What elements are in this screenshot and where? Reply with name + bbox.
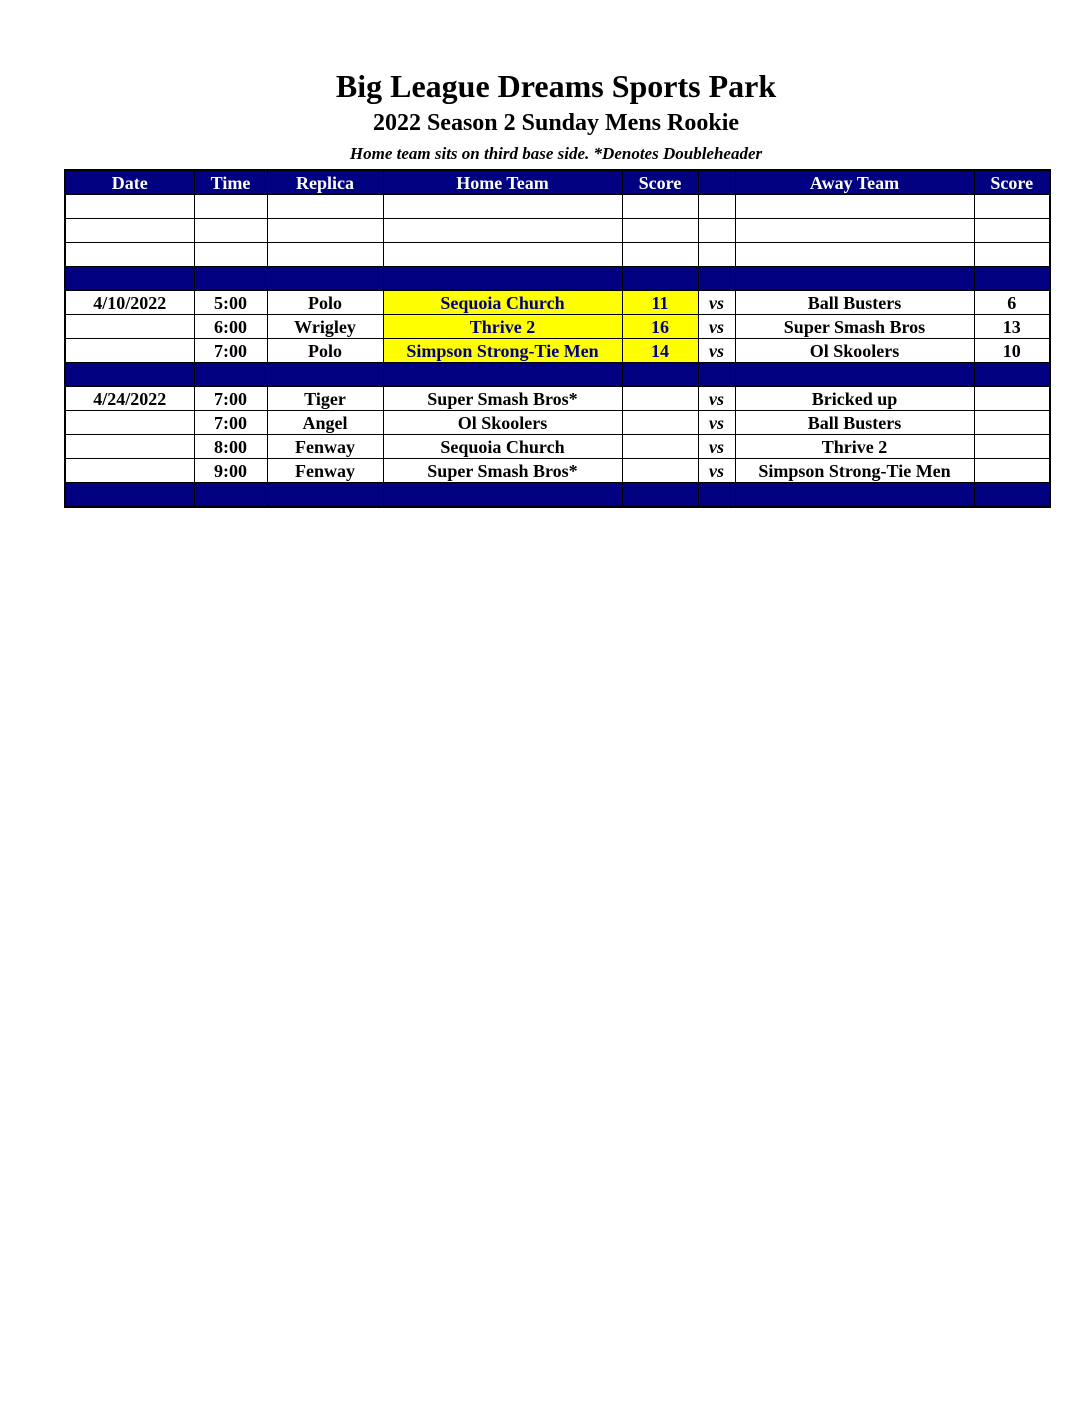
vs-cell: vs <box>698 435 735 459</box>
vs-cell: vs <box>698 315 735 339</box>
separator-row <box>65 267 1050 291</box>
away-score-cell <box>974 363 1050 387</box>
replica-cell: Fenway <box>267 459 383 483</box>
time-cell: 5:00 <box>194 291 267 315</box>
page-subtitle: 2022 Season 2 Sunday Mens Rookie <box>372 110 740 136</box>
home-team-cell <box>383 363 622 387</box>
date-cell: 4/10/2022 <box>65 291 194 315</box>
vs-cell <box>698 483 735 508</box>
col-header-vs <box>698 170 735 195</box>
away-score-cell <box>974 483 1050 508</box>
replica-cell: Fenway <box>267 435 383 459</box>
vs-cell <box>698 195 735 219</box>
home-score-cell <box>622 243 698 267</box>
away-score-cell: 10 <box>974 339 1050 363</box>
replica-cell <box>267 219 383 243</box>
date-cell <box>65 243 194 267</box>
vs-cell: vs <box>698 291 735 315</box>
home-score-cell <box>622 459 698 483</box>
date-cell <box>65 363 194 387</box>
replica-cell <box>267 243 383 267</box>
replica-cell <box>267 195 383 219</box>
vs-cell: vs <box>698 411 735 435</box>
table-header-row <box>65 170 1050 195</box>
home-score-cell <box>622 435 698 459</box>
time-cell <box>194 195 267 219</box>
away-score-cell: 6 <box>974 291 1050 315</box>
col-header-away-team: Away Team <box>735 170 974 195</box>
col-header-replica: Replica <box>267 170 383 195</box>
away-team-cell <box>735 483 974 508</box>
time-cell <box>194 243 267 267</box>
vs-cell: vs <box>698 387 735 411</box>
table-row <box>65 387 1050 411</box>
date-cell <box>65 483 194 508</box>
home-team-cell: Super Smash Bros* <box>383 459 622 483</box>
separator-row <box>65 363 1050 387</box>
home-score-cell <box>622 219 698 243</box>
home-score-cell <box>622 363 698 387</box>
table-row <box>65 411 1050 435</box>
home-team-cell: Super Smash Bros* <box>383 387 622 411</box>
separator-row <box>65 483 1050 508</box>
page-title: Big League Dreams Sports Park <box>335 68 777 104</box>
away-score-cell <box>974 435 1050 459</box>
away-team-cell <box>735 267 974 291</box>
home-team-cell <box>383 195 622 219</box>
home-team-cell <box>383 483 622 508</box>
away-score-cell <box>974 387 1050 411</box>
schedule-note: Home team sits on third base side. *Denotes Doubleheader <box>349 144 763 163</box>
date-cell <box>65 195 194 219</box>
home-team-cell: Simpson Strong-Tie Men <box>383 339 622 363</box>
col-header-date: Date <box>65 170 194 195</box>
date-cell <box>65 219 194 243</box>
away-team-cell: Ball Busters <box>735 411 974 435</box>
home-team-cell <box>383 243 622 267</box>
date-cell <box>65 435 194 459</box>
away-team-cell <box>735 243 974 267</box>
time-cell <box>194 483 267 508</box>
time-cell <box>194 267 267 291</box>
table-row <box>65 291 1050 315</box>
schedule-body <box>65 195 1050 508</box>
date-cell <box>65 459 194 483</box>
home-score-cell <box>622 387 698 411</box>
time-cell: 9:00 <box>194 459 267 483</box>
replica-cell: Angel <box>267 411 383 435</box>
home-team-cell: Sequoia Church <box>383 435 622 459</box>
date-cell <box>65 339 194 363</box>
away-score-cell <box>974 267 1050 291</box>
date-cell <box>65 315 194 339</box>
home-team-cell <box>383 267 622 291</box>
away-team-cell <box>735 219 974 243</box>
replica-cell <box>267 363 383 387</box>
col-header-home-team: Home Team <box>383 170 622 195</box>
away-team-cell <box>735 363 974 387</box>
schedule-table <box>64 169 1051 508</box>
away-score-cell <box>974 195 1050 219</box>
home-score-cell: 11 <box>622 291 698 315</box>
time-cell: 7:00 <box>194 411 267 435</box>
away-team-cell: Super Smash Bros <box>735 315 974 339</box>
table-row <box>65 459 1050 483</box>
home-score-cell <box>622 267 698 291</box>
vs-cell <box>698 243 735 267</box>
home-team-cell <box>383 219 622 243</box>
vs-cell <box>698 267 735 291</box>
time-cell <box>194 363 267 387</box>
vs-cell <box>698 363 735 387</box>
col-header-home-score: Score <box>622 170 698 195</box>
vs-cell: vs <box>698 339 735 363</box>
date-cell <box>65 411 194 435</box>
away-team-cell: Ball Busters <box>735 291 974 315</box>
empty-row <box>65 195 1050 219</box>
replica-cell: Polo <box>267 291 383 315</box>
away-score-cell <box>974 411 1050 435</box>
time-cell: 7:00 <box>194 339 267 363</box>
away-score-cell <box>974 459 1050 483</box>
home-score-cell <box>622 483 698 508</box>
col-header-time: Time <box>194 170 267 195</box>
away-score-cell: 13 <box>974 315 1050 339</box>
replica-cell <box>267 267 383 291</box>
empty-row <box>65 219 1050 243</box>
time-cell <box>194 219 267 243</box>
col-header-away-score: Score <box>974 170 1050 195</box>
date-cell: 4/24/2022 <box>65 387 194 411</box>
away-team-cell: Ol Skoolers <box>735 339 974 363</box>
away-team-cell: Simpson Strong-Tie Men <box>735 459 974 483</box>
home-team-cell: Ol Skoolers <box>383 411 622 435</box>
away-score-cell <box>974 243 1050 267</box>
time-cell: 6:00 <box>194 315 267 339</box>
time-cell: 7:00 <box>194 387 267 411</box>
replica-cell: Polo <box>267 339 383 363</box>
date-cell <box>65 267 194 291</box>
away-team-cell: Thrive 2 <box>735 435 974 459</box>
away-score-cell <box>974 219 1050 243</box>
table-row <box>65 435 1050 459</box>
table-row <box>65 339 1050 363</box>
vs-cell <box>698 219 735 243</box>
away-team-cell <box>735 195 974 219</box>
home-score-cell <box>622 195 698 219</box>
home-score-cell <box>622 411 698 435</box>
replica-cell <box>267 483 383 508</box>
vs-cell: vs <box>698 459 735 483</box>
home-score-cell: 14 <box>622 339 698 363</box>
home-team-cell: Thrive 2 <box>383 315 622 339</box>
table-row <box>65 315 1050 339</box>
time-cell: 8:00 <box>194 435 267 459</box>
empty-row <box>65 243 1050 267</box>
replica-cell: Tiger <box>267 387 383 411</box>
away-team-cell: Bricked up <box>735 387 974 411</box>
home-team-cell: Sequoia Church <box>383 291 622 315</box>
replica-cell: Wrigley <box>267 315 383 339</box>
home-score-cell: 16 <box>622 315 698 339</box>
